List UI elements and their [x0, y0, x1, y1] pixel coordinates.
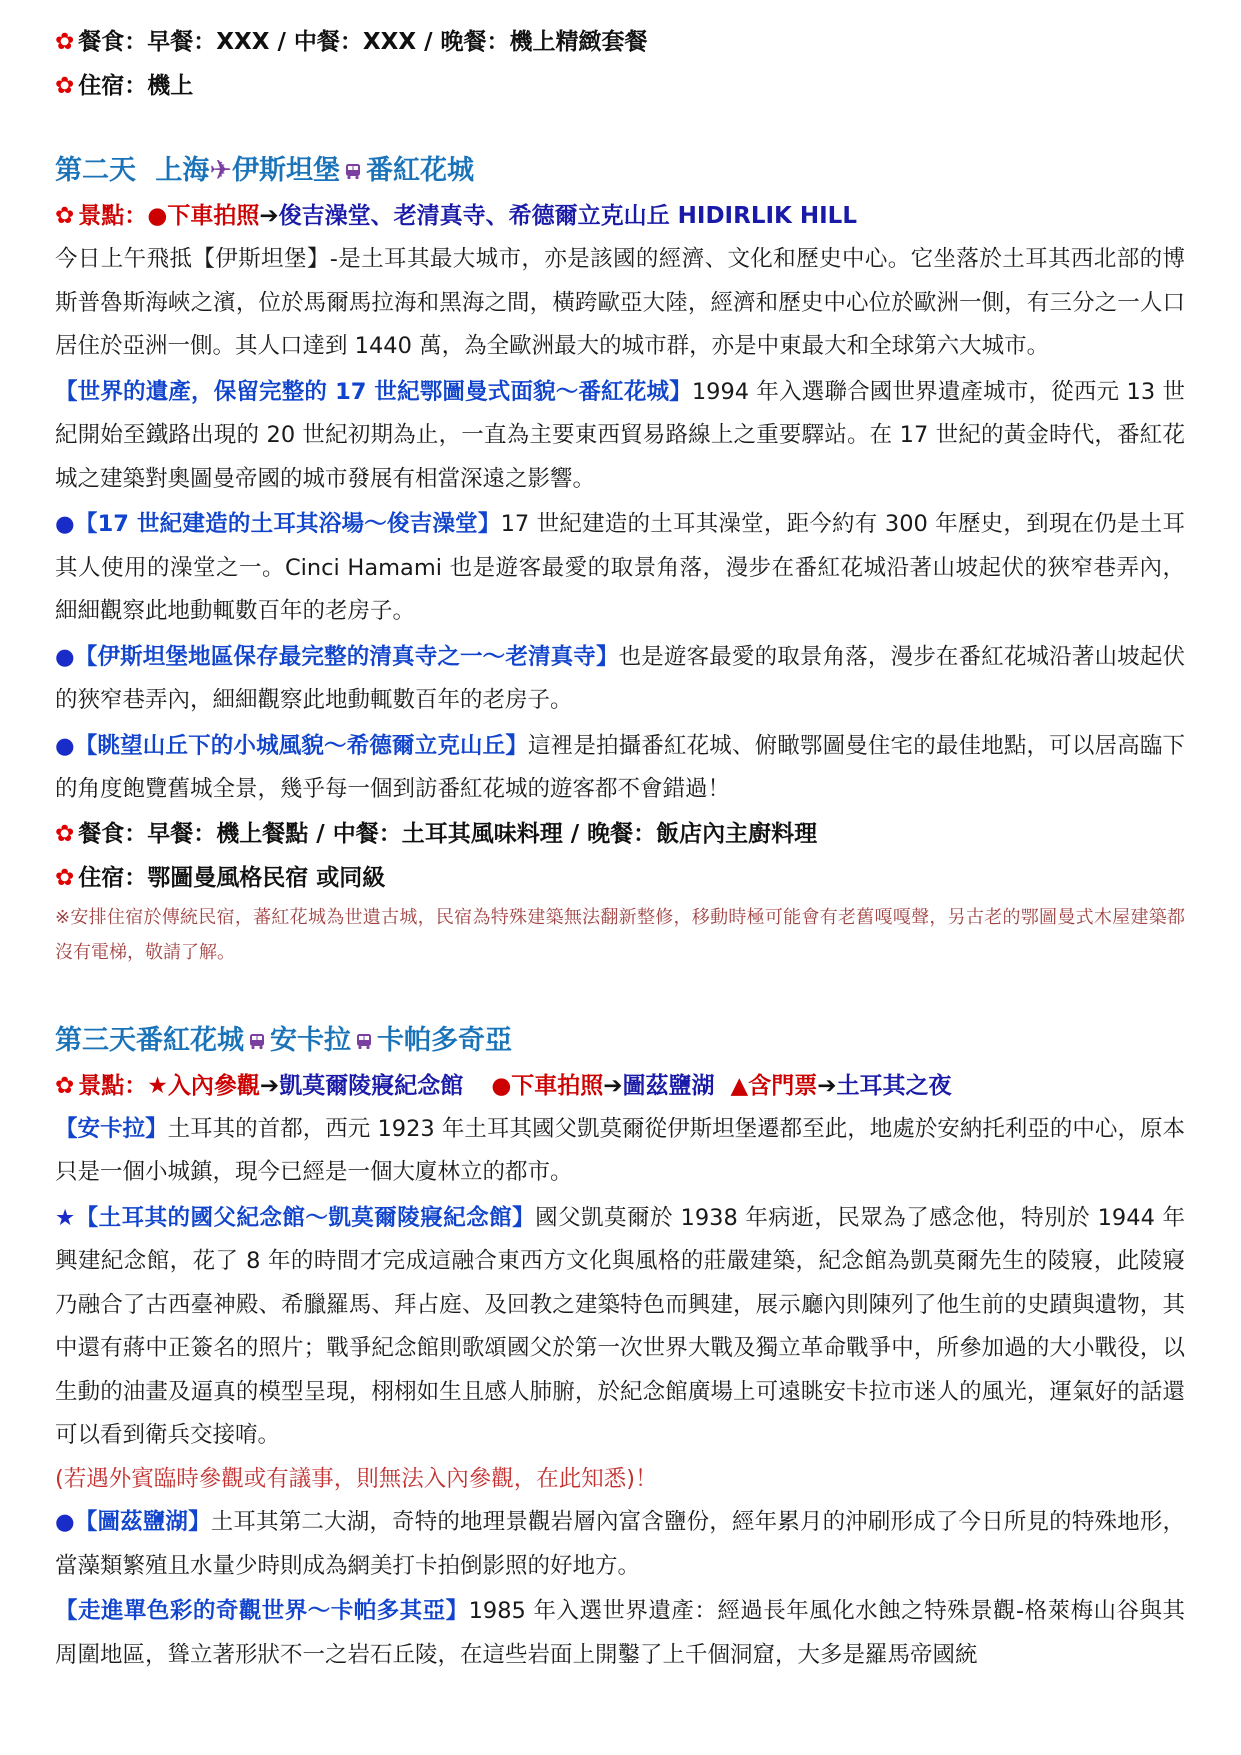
cappadocia-paragraph: [55, 1590, 1185, 1677]
mausoleum-name: 凱莫爾陵寢紀念館: [279, 1072, 464, 1099]
ankara-text: 土耳其的首都，西元 1923 年土耳其國父凱莫爾從伊斯坦堡遷都至此，地處於安納托利亞的中心，原本只是一個小城鎮，現今已經是一個大廈林立的都市。: [55, 1115, 1185, 1185]
bath-title: 【17 世紀建造的土耳其浴場～俊吉澡堂】: [74, 511, 501, 537]
top-lodging-line: [55, 64, 1185, 108]
arrow-icon: ➔: [603, 1072, 623, 1099]
flower-icon: ✿: [55, 1072, 75, 1099]
photo-stop: 下車拍照: [167, 203, 260, 229]
lodging-label: 住宿：: [78, 864, 148, 891]
memorial-note: (若遇外賓臨時參觀或有議事，則無法入內參觀，在此知悉)！: [55, 1465, 658, 1492]
day2-meals-line: [55, 812, 1185, 856]
mosque-title: 【伊斯坦堡地區保存最完整的清真寺之一～老清真寺】: [74, 643, 619, 670]
day3-to: 卡帕多奇亞: [377, 1024, 512, 1056]
enter-visit: 入內參觀: [167, 1072, 260, 1099]
bus-icon: [355, 1032, 373, 1050]
salt-lake-title: 【圖茲鹽湖】: [74, 1509, 211, 1535]
salt-lake-paragraph: [55, 1501, 1185, 1588]
bullet-icon: ●: [55, 732, 75, 759]
top-meals-line: [55, 20, 1185, 64]
hill-text: 這裡是拍攝番紅花城、俯瞰鄂圖曼住宅的最佳地點，可以居高臨下的角度飽覽舊城全景，幾乎每一個到訪番紅花城的遊客都不會錯過！: [55, 732, 1185, 802]
blue-star-icon: ★: [55, 1204, 76, 1231]
day2-from: 上海: [155, 155, 210, 186]
red-dot-icon: ●: [491, 1072, 512, 1099]
day3-title: [55, 1018, 1185, 1064]
bath-text: 17 世紀建造的土耳其澡堂，距今約有 300 年歷史，到現在仍是土耳其人使用的澡堂之一。Cinci Hamami 也是遊客最愛的取景角落，漫步在番紅花城沿著山坡起伏的狹窄巷弄內，細細觀察此地動輒數百年的老房子。: [55, 511, 1185, 624]
day2-spots-line: [55, 194, 1185, 238]
day2-label: 第二天: [55, 155, 136, 186]
memorial-paragraph: [55, 1197, 1185, 1458]
photo-stop: 下車拍照: [511, 1072, 604, 1099]
mosque-paragraph: [55, 636, 1185, 723]
day3-label: 第三天: [55, 1024, 136, 1056]
day2-places: 俊吉澡堂、老清真寺、希德爾立克山丘 HIDIRLIK HILL: [278, 203, 857, 229]
lodging-label: 住宿：: [78, 73, 148, 99]
itinerary-content: [55, 0, 1185, 1677]
spots-label: 景點：: [78, 203, 148, 229]
lodging-text: 機上: [147, 73, 194, 99]
day2-lodging-line: [55, 856, 1185, 900]
arrow-icon: ➔: [817, 1072, 837, 1099]
ticket-included: 含門票: [748, 1072, 818, 1099]
istanbul-intro: 今日上午飛抵【伊斯坦堡】-是土耳其最大城市，亦是該國的經濟、文化和歷史中心。它坐落於土耳其西北部的博斯普魯斯海峽之濱，位於馬爾馬拉海和黑海之間，橫跨歐亞大陸，經濟和歷史中心位於歐洲一側，有三分之一人口居住於亞洲一側。其人口達到 1440 萬，為全歐洲最大的城市群，亦是中東最大和全球第六大城市。: [55, 246, 1185, 359]
plane-icon: ✈: [209, 155, 233, 186]
safranbolu-title: 【世界的遺產，保留完整的 17 世紀鄂圖曼式面貌～番紅花城】: [55, 378, 692, 405]
bullet-icon: ●: [55, 1509, 75, 1535]
ankara-paragraph: [55, 1108, 1185, 1195]
lake-name: 圖茲鹽湖: [622, 1072, 715, 1099]
cappadocia-text: 1985 年入選世界遺產：經過長年風化水蝕之特殊景觀-格萊梅山谷與其周圍地區，聳立著形狀不一之岩石丘陵，在這些岩面上開鑿了上千個洞窟，大多是羅馬帝國統: [55, 1598, 1185, 1668]
meals-label: 餐食：: [78, 29, 148, 55]
day3-mid: 安卡拉: [270, 1024, 351, 1056]
red-triangle-icon: ▲: [730, 1072, 749, 1099]
safranbolu-paragraph: [55, 371, 1185, 502]
salt-lake-text: 土耳其第二大湖，奇特的地理景觀岩層內富含鹽份，經年累月的沖刷形成了今日所見的特殊地形，當藻類繁殖且水量少時則成為網美打卡拍倒影照的好地方。: [55, 1509, 1185, 1579]
spots-label: 景點：: [78, 1072, 148, 1099]
lodging-note: ※安排住宿於傳統民宿，蕃紅花城為世遺古城，民宿為特殊建築無法翻新整修，移動時極可能會有老舊嘎嘎聲，另古老的鄂圖曼式木屋建築都沒有電梯，敬請了解。: [55, 906, 1185, 963]
bath-paragraph: [55, 503, 1185, 634]
safranbolu-text: 1994 年入選聯合國世界遺產城市，從西元 13 世紀開始至鐵路出現的 20 世紀初期為止，一直為主要東西貿易路線上之重要驛站。在 17 世紀的黃金時代，番紅花城之建築對奧圖曼帝國的城市發展有相當深遠之影響。: [55, 378, 1185, 492]
meals-text: 早餐：機上餐點 / 中餐：土耳其風味料理 / 晚餐：飯店內主廚料理: [147, 820, 818, 847]
mosque-text: 也是遊客最愛的取景角落，漫步在番紅花城沿著山坡起伏的狹窄巷弄內，細細觀察此地動輒數百年的老房子。: [55, 643, 1185, 713]
flower-icon: ✿: [55, 73, 75, 99]
day2-mid: 伊斯坦堡: [232, 155, 341, 186]
flower-icon: ✿: [55, 203, 75, 229]
arrow-icon: ➔: [259, 1072, 280, 1099]
bus-icon: [344, 162, 362, 180]
bullet-icon: ●: [55, 643, 75, 670]
memorial-title: 【土耳其的國父紀念館～凱莫爾陵寢紀念館】: [75, 1204, 536, 1231]
bullet-icon: ●: [55, 511, 75, 537]
memorial-text: 國父凱莫爾於 1938 年病逝，民眾為了感念他，特別於 1944 年興建紀念館，花了 8 年的時間才完成這融合東西方文化與風格的莊嚴建築，紀念館為凱莫爾先生的陵寢，此陵寢乃融合了古西臺神殿、希臘羅馬、拜占庭、及回教之建築特色而興建，展示廳內則陳列了他生前的史蹟與遺物，其中還有蔣中正簽名的照片；戰爭紀念館則歌頌國父於第一次世界大戰及獨立革命戰爭中，所參加過的大小戰役，以生動的油畫及逼真的模型呈現，栩栩如生且感人肺腑，於紀念館廣場上可遠眺安卡拉市迷人的風光，運氣好的話還可以看到衛兵交接唷。: [55, 1204, 1186, 1448]
arrow-icon: ➔: [259, 203, 279, 229]
red-dot-icon: ●: [147, 203, 168, 229]
hill-paragraph: [55, 725, 1185, 812]
day3-from: 番紅花城: [136, 1024, 244, 1056]
meals-text: 早餐：XXX / 中餐：XXX / 晚餐：機上精緻套餐: [147, 29, 648, 55]
hill-title: 【眺望山丘下的小城風貌～希德爾立克山丘】: [74, 732, 528, 759]
day3-spots-line: [55, 1064, 1185, 1108]
bus-icon: [248, 1032, 266, 1050]
flower-icon: ✿: [55, 864, 75, 891]
cappadocia-title: 【走進單色彩的奇觀世界～卡帕多其亞】: [55, 1598, 469, 1624]
flower-icon: ✿: [55, 820, 75, 847]
lodging-text: 鄂圖曼風格民宿 或同級: [147, 864, 386, 891]
meals-label: 餐食：: [78, 820, 148, 847]
day2-to: 番紅花城: [366, 155, 475, 186]
flower-icon: ✿: [55, 29, 75, 55]
ankara-title: 【安卡拉】: [55, 1115, 168, 1142]
day2-title: [55, 148, 1185, 194]
red-star-icon: ★: [147, 1072, 168, 1099]
turkish-night: 土耳其之夜: [836, 1072, 952, 1099]
